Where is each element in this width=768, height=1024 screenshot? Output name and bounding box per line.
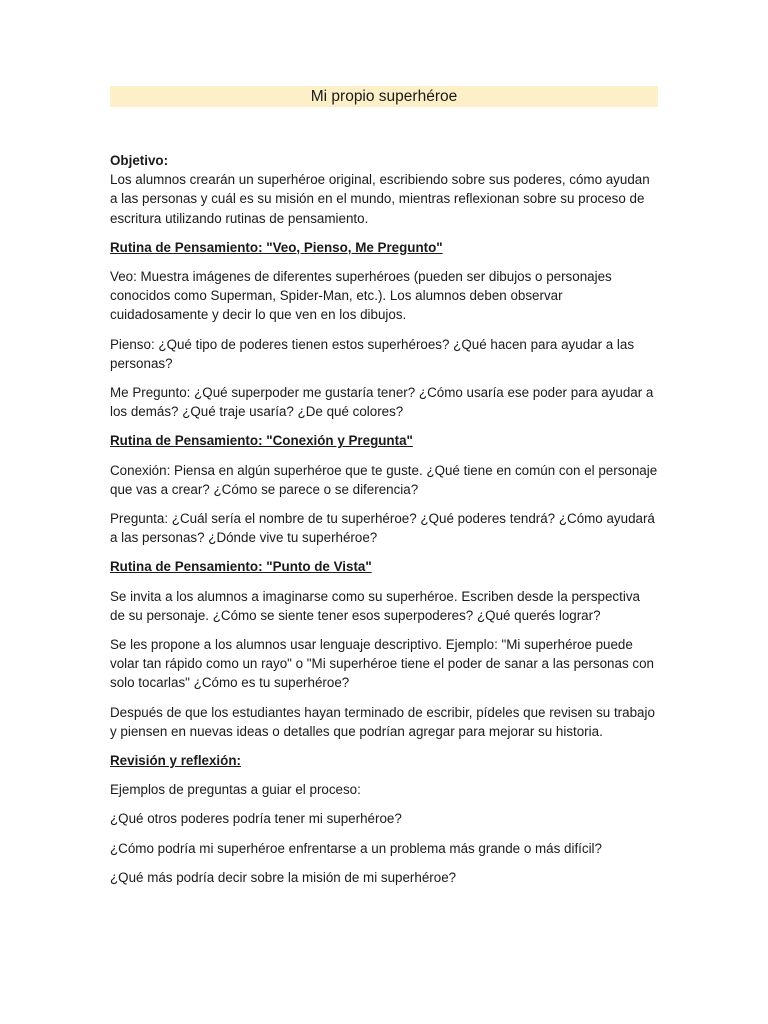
paragraph-pienso: Pienso: ¿Qué tipo de poderes tienen estos superhéroes? ¿Qué hacen para ayudar a las personas?: [110, 336, 635, 371]
routine-heading-conexion: Rutina de Pensamiento: "Conexión y Pregunta": [110, 433, 413, 449]
document-page: [110, 86, 658, 897]
review-intro: Ejemplos de preguntas a guiar el proceso:: [110, 782, 361, 798]
routine-heading-veo-pienso: Rutina de Pensamiento: "Veo, Pienso, Me Pregunto": [110, 239, 443, 255]
paragraph-veo: Veo: Muestra imágenes de diferentes superhéroes (pueden ser dibujos o personajes conocidos como Superman, Spider-Man, etc.). Los alumnos deben observar cuidadosamente y decir lo que ven en los dibujos.: [110, 269, 612, 323]
review-question-3: ¿Qué más podría decir sobre la misión de mi superhéroe?: [110, 869, 457, 885]
paragraph-pregunta: Pregunta: ¿Cuál sería el nombre de tu superhéroe? ¿Qué poderes tendrá? ¿Cómo ayudará a las personas? ¿Dónde vive tu superhéroe?: [110, 511, 655, 546]
review-question-1: ¿Qué otros poderes podría tener mi superhéroe?: [110, 811, 402, 827]
paragraph-me-pregunto: Me Pregunto: ¿Qué superpoder me gustaría tener? ¿Cómo usaría ese poder para ayudar a los demás? ¿Qué traje usaría? ¿De qué colores?: [110, 385, 654, 420]
document-title: Mi propio superhéroe: [110, 86, 658, 107]
paragraph-lenguaje-descriptivo: Se les propone a los alumnos usar lenguaje descriptivo. Ejemplo: "Mi superhéroe puede volar tan rápido como un rayo" o "Mi superhéroe tiene el poder de sanar a las personas con solo tocarlas" ¿Cómo es tu superhéroe?: [110, 637, 654, 691]
routine-heading-punto-de-vista: Rutina de Pensamiento: "Punto de Vista": [110, 559, 372, 575]
review-heading: Revisión y reflexión:: [110, 753, 241, 769]
objective-text: Los alumnos crearán un superhéroe original, escribiendo sobre sus poderes, cómo ayudan a las personas y cuál es su misión en el mundo, mientras reflexionan sobre su proceso de escritura utilizando rutinas de pensamiento.: [110, 172, 650, 226]
paragraph-conexion: Conexión: Piensa en algún superhéroe que te guste. ¿Qué tiene en común con el personaje que vas a crear? ¿Cómo se parece o se diferencia?: [110, 462, 658, 497]
objective-label: Objetivo:: [110, 153, 169, 168]
paragraph-revisar: Después de que los estudiantes hayan terminado de escribir, pídeles que revisen su trabajo y piensen en nuevas ideas o detalles que podrían agregar para mejorar su historia.: [110, 704, 655, 739]
review-question-2: ¿Cómo podría mi superhéroe enfrentarse a un problema más grande o más difícil?: [110, 840, 602, 856]
paragraph-imaginarse: Se invita a los alumnos a imaginarse como su superhéroe. Escriben desde la perspectiva de su personaje. ¿Cómo se siente tener esos superpoderes? ¿Qué querés lograr?: [110, 588, 640, 623]
